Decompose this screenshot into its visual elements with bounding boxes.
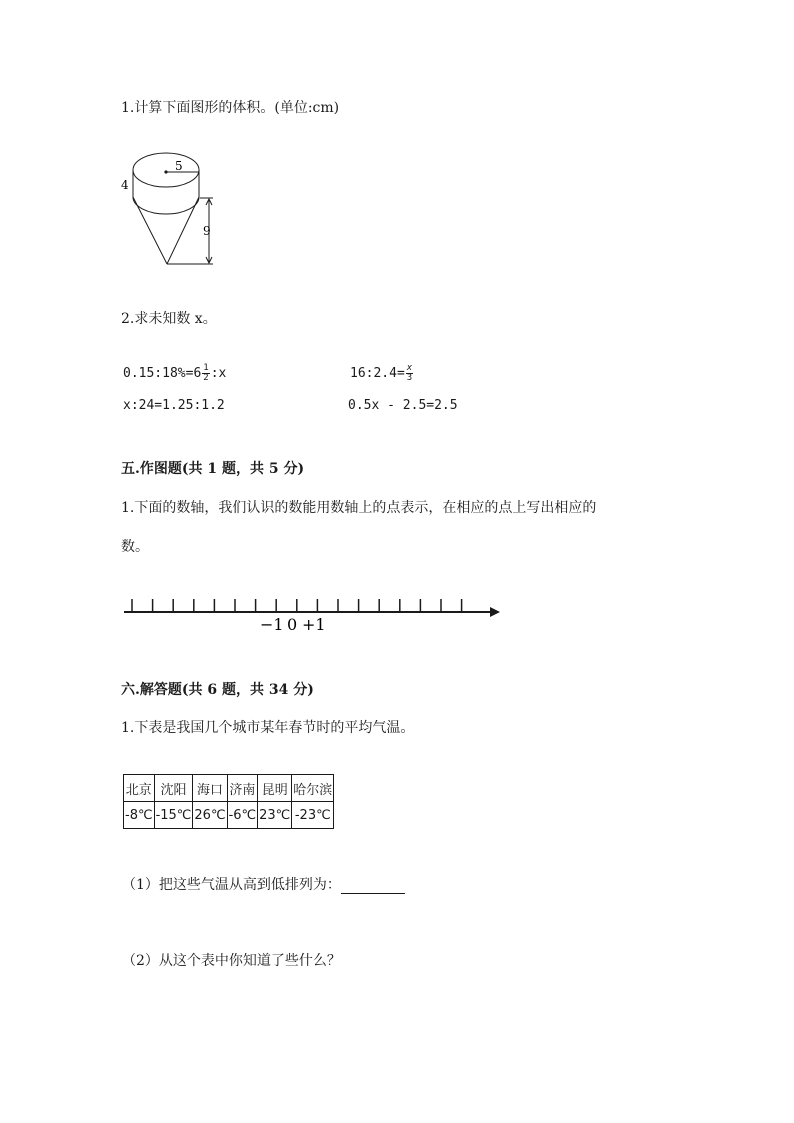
section-6-title: 六.解答题(共 6 题，共 34 分) bbox=[121, 682, 314, 698]
equation-2-num: x bbox=[406, 363, 413, 373]
question-solve-x: 2.求未知数 x。 bbox=[121, 311, 217, 327]
center-dot bbox=[164, 170, 167, 173]
cylinder-top-ellipse bbox=[133, 153, 199, 187]
equation-2-den: 3 bbox=[406, 373, 413, 383]
answer-blank[interactable] bbox=[341, 879, 405, 894]
city-cell: 沈阳 bbox=[154, 775, 193, 802]
cone-left-edge bbox=[133, 197, 167, 264]
equation-1-num: 1 bbox=[203, 363, 209, 373]
equation-4: 0.5x - 2.5=2.5 bbox=[348, 398, 458, 413]
equation-2-left: 16:2.4= bbox=[350, 366, 405, 381]
equation-1-den: 2 bbox=[203, 373, 209, 383]
number-line bbox=[118, 592, 508, 636]
subquestion-1-text: （1）把这些气温从高到低排列为： bbox=[122, 877, 341, 893]
cylinder-bottom-arc bbox=[133, 197, 199, 214]
table-row-cities bbox=[124, 775, 334, 802]
city-cell: 哈尔滨 bbox=[292, 775, 334, 802]
cone-right-edge bbox=[167, 197, 199, 264]
section-5-title: 五.作图题(共 1 题，共 5 分) bbox=[121, 461, 305, 477]
temp-cell: 23℃ bbox=[258, 802, 292, 829]
temp-cell: -6℃ bbox=[227, 802, 258, 829]
city-cell: 昆明 bbox=[258, 775, 292, 802]
equation-2-fraction bbox=[406, 364, 413, 383]
subquestion-2: （2）从这个表中你知道了些什么？ bbox=[122, 953, 341, 969]
question-volume: 1.计算下面图形的体积。(单位:cm) bbox=[121, 100, 340, 116]
equation-1-fraction bbox=[202, 364, 209, 383]
cylinder-cone-figure bbox=[112, 146, 222, 271]
city-cell: 海口 bbox=[193, 775, 227, 802]
city-cell: 济南 bbox=[227, 775, 258, 802]
equation-1-right: :x bbox=[210, 366, 227, 381]
equation-2 bbox=[350, 364, 414, 383]
label-zero: 0 bbox=[287, 615, 298, 634]
question-temperature: 1.下表是我国几个城市某年春节时的平均气温。 bbox=[121, 720, 415, 736]
equation-1 bbox=[123, 364, 226, 383]
temp-cell: 26℃ bbox=[193, 802, 227, 829]
question-number-line-line1: 1.下面的数轴，我们认识的数能用数轴上的点表示，在相应的点上写出相应的 bbox=[121, 500, 597, 516]
label-plus-one: +1 bbox=[302, 615, 326, 634]
temperature-table bbox=[123, 774, 334, 829]
cylinder-height-label: 4 bbox=[121, 178, 129, 192]
table-row-temps bbox=[124, 802, 334, 829]
equation-3: x:24=1.25:1.2 bbox=[123, 398, 225, 413]
subquestion-1 bbox=[122, 874, 405, 894]
radius-label: 5 bbox=[175, 159, 183, 173]
number-line-arrow bbox=[490, 607, 500, 617]
temp-cell: -15℃ bbox=[154, 802, 193, 829]
temp-cell: -23℃ bbox=[292, 802, 334, 829]
temp-cell: -8℃ bbox=[124, 802, 155, 829]
question-number-line-line2: 数。 bbox=[121, 539, 149, 555]
equation-1-left: 0.15:18%=6 bbox=[123, 366, 202, 381]
city-cell: 北京 bbox=[124, 775, 155, 802]
cone-height-label: 9 bbox=[203, 224, 211, 238]
label-minus-one: −1 bbox=[260, 615, 284, 634]
